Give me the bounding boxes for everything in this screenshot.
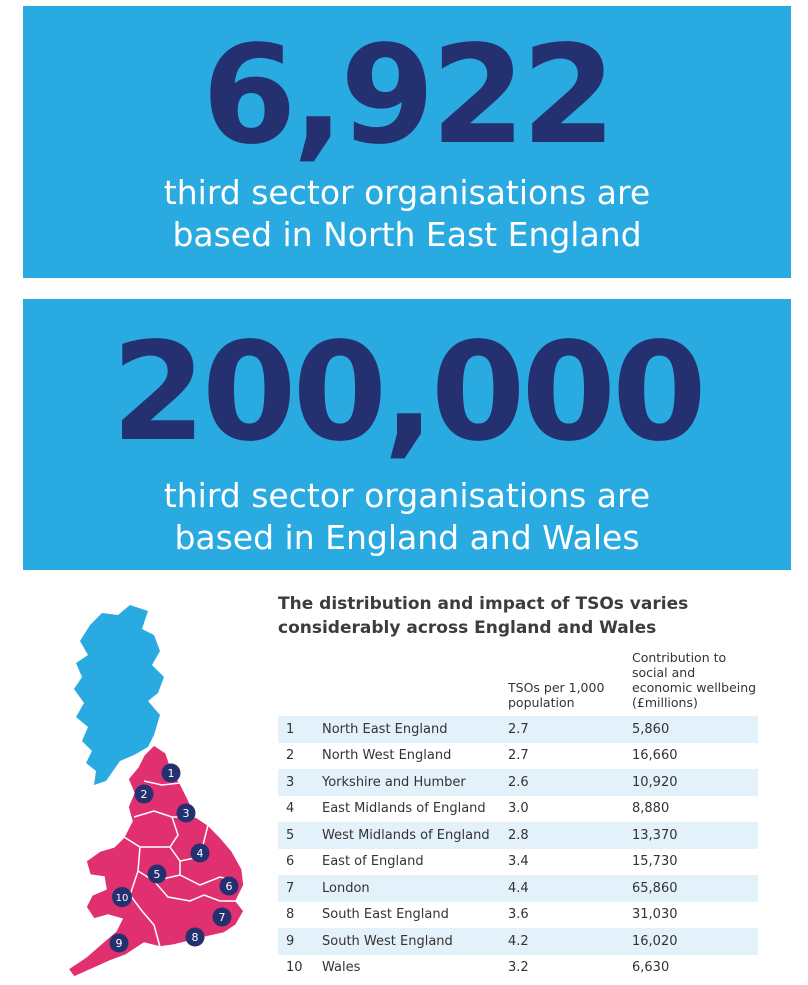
stat-caption: third sector organisations are based in England and Wales <box>163 476 651 557</box>
table-row <box>278 769 758 796</box>
region-marker-10 <box>112 887 132 907</box>
row-tso-per-1000: 3.0 <box>508 796 632 823</box>
row-contribution: 10,920 <box>632 769 758 796</box>
table-body <box>278 716 758 981</box>
row-number: 6 <box>278 849 322 876</box>
row-number: 2 <box>278 743 322 770</box>
row-region: London <box>322 875 508 902</box>
row-number: 8 <box>278 902 322 929</box>
row-region: South West England <box>322 928 508 955</box>
row-contribution: 8,880 <box>632 796 758 823</box>
row-region: Yorkshire and Humber <box>322 769 508 796</box>
stat-panel-england-wales <box>23 299 791 570</box>
svg-text:4: 4 <box>196 847 204 860</box>
table-row <box>278 928 758 955</box>
region-marker-4 <box>191 844 210 863</box>
tso-table-section <box>278 592 768 981</box>
row-tso-per-1000: 2.7 <box>508 743 632 770</box>
region-marker-6 <box>220 877 239 896</box>
row-number: 10 <box>278 955 322 982</box>
row-region: East of England <box>322 849 508 876</box>
row-tso-per-1000: 3.2 <box>508 955 632 982</box>
row-region: North West England <box>322 743 508 770</box>
row-contribution: 6,630 <box>632 955 758 982</box>
svg-text:3: 3 <box>182 807 190 820</box>
header-num <box>278 650 322 716</box>
row-number: 9 <box>278 928 322 955</box>
svg-text:7: 7 <box>218 911 226 924</box>
region-marker-5 <box>148 865 167 884</box>
row-contribution: 16,020 <box>632 928 758 955</box>
row-tso-per-1000: 2.8 <box>508 822 632 849</box>
header-contribution: Contribution to social and economic wellbeing (£millions) <box>632 650 757 710</box>
svg-text:1: 1 <box>167 767 175 780</box>
svg-text:2: 2 <box>140 788 148 801</box>
header-region <box>322 650 508 716</box>
map-england-wales <box>68 745 244 977</box>
uk-regions-map <box>30 585 270 985</box>
row-region: Wales <box>322 955 508 982</box>
table-row <box>278 849 758 876</box>
region-marker-2 <box>135 785 154 804</box>
table-row <box>278 743 758 770</box>
row-contribution: 65,860 <box>632 875 758 902</box>
svg-text:9: 9 <box>115 937 123 950</box>
region-marker-3 <box>177 804 196 823</box>
row-tso-per-1000: 2.6 <box>508 769 632 796</box>
svg-text:10: 10 <box>115 893 129 904</box>
row-tso-per-1000: 3.4 <box>508 849 632 876</box>
row-contribution: 31,030 <box>632 902 758 929</box>
row-region: North East England <box>322 716 508 743</box>
header-tso-per-1000: TSOs per 1,000 population <box>508 680 605 710</box>
region-marker-9 <box>110 934 129 953</box>
row-contribution: 16,660 <box>632 743 758 770</box>
table-row <box>278 902 758 929</box>
region-marker-8 <box>186 928 205 947</box>
row-region: East Midlands of England <box>322 796 508 823</box>
row-number: 1 <box>278 716 322 743</box>
row-tso-per-1000: 4.2 <box>508 928 632 955</box>
stat-number: 6,922 <box>201 17 613 175</box>
table-row <box>278 875 758 902</box>
stat-panel-north-east <box>23 6 791 278</box>
region-marker-1 <box>162 764 181 783</box>
svg-text:6: 6 <box>225 880 233 893</box>
row-number: 3 <box>278 769 322 796</box>
table-title: The distribution and impact of TSOs varies considerably across England and Wales <box>278 594 689 638</box>
stat-number: 200,000 <box>111 314 703 472</box>
row-tso-per-1000: 3.6 <box>508 902 632 929</box>
table-row <box>278 955 758 982</box>
row-tso-per-1000: 4.4 <box>508 875 632 902</box>
row-tso-per-1000: 2.7 <box>508 716 632 743</box>
stat-caption: third sector organisations are based in North East England <box>163 173 651 254</box>
tso-table <box>278 650 758 981</box>
row-number: 5 <box>278 822 322 849</box>
row-contribution: 13,370 <box>632 822 758 849</box>
row-number: 7 <box>278 875 322 902</box>
table-header-row <box>278 650 758 716</box>
row-contribution: 5,860 <box>632 716 758 743</box>
row-contribution: 15,730 <box>632 849 758 876</box>
table-row <box>278 716 758 743</box>
svg-text:8: 8 <box>191 931 199 944</box>
row-region: West Midlands of England <box>322 822 508 849</box>
row-region: South East England <box>322 902 508 929</box>
table-row <box>278 822 758 849</box>
region-marker-7 <box>213 908 232 927</box>
row-number: 4 <box>278 796 322 823</box>
svg-text:5: 5 <box>153 868 161 881</box>
table-row <box>278 796 758 823</box>
